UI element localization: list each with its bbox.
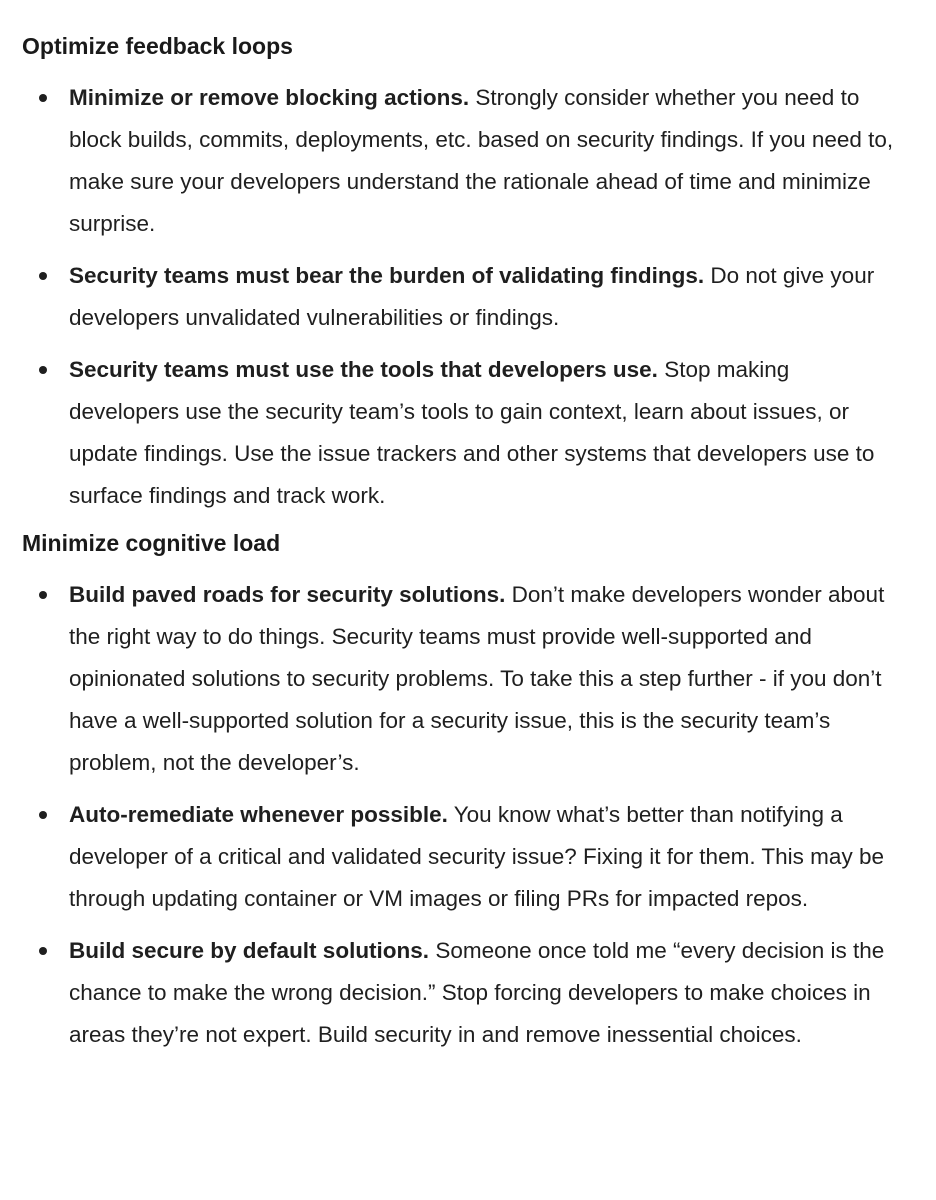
- bullet-icon: [39, 94, 47, 102]
- item-lead: Build paved roads for security solutions.: [69, 582, 506, 607]
- item-lead: Build secure by default solutions.: [69, 938, 430, 963]
- section-heading: Minimize cognitive load: [22, 530, 281, 556]
- list-item: [22, 574, 902, 784]
- item-text: Strongly consider whether you need to block builds, commits, deployments, etc. based on security findings. If you need to, make sure your developers understand the rationale ahead of time and minimize surprise.: [69, 85, 894, 236]
- bullet-list: [22, 574, 902, 1056]
- item-text: Stop making developers use the security team’s tools to gain context, learn about issues, or update findings. Use the issue trackers and other systems that developers use to surface findings and track work.: [69, 357, 875, 508]
- item-lead: Security teams must use the tools that developers use.: [69, 357, 658, 382]
- item-text: Do not give your developers unvalidated vulnerabilities or findings.: [69, 263, 875, 330]
- bullet-list: [22, 77, 902, 517]
- list-item: [22, 930, 902, 1056]
- item-lead: Security teams must bear the burden of validating findings.: [69, 263, 705, 288]
- section-feedback-loops: [22, 30, 936, 517]
- bullet-icon: [39, 811, 47, 819]
- item-lead: Minimize or remove blocking actions.: [69, 85, 470, 110]
- section-heading: Optimize feedback loops: [22, 33, 293, 59]
- list-item: [22, 255, 902, 339]
- item-text: Someone once told me “every decision is the chance to make the wrong decision.” Stop forcing developers to make choices in areas they’re not expert. Build security in and remove inessential choices.: [69, 938, 885, 1047]
- section-cognitive-load: [22, 527, 936, 1056]
- bullet-icon: [39, 947, 47, 955]
- bullet-icon: [39, 366, 47, 374]
- item-text: You know what’s better than notifying a developer of a critical and validated security issue? Fixing it for them. This may be through updating container or VM images or filing PRs for impacted repos.: [69, 802, 884, 911]
- list-item: [22, 349, 902, 517]
- bullet-icon: [39, 591, 47, 599]
- list-item: [22, 77, 902, 245]
- item-lead: Auto-remediate whenever possible.: [69, 802, 448, 827]
- list-item: [22, 794, 902, 920]
- bullet-icon: [39, 272, 47, 280]
- item-text: Don’t make developers wonder about the right way to do things. Security teams must provide well-supported and opinionated solutions to security problems. To take this a step further - if you don’t have a well-supported solution for a security issue, this is the security team’s problem, not the developer’s.: [69, 582, 885, 775]
